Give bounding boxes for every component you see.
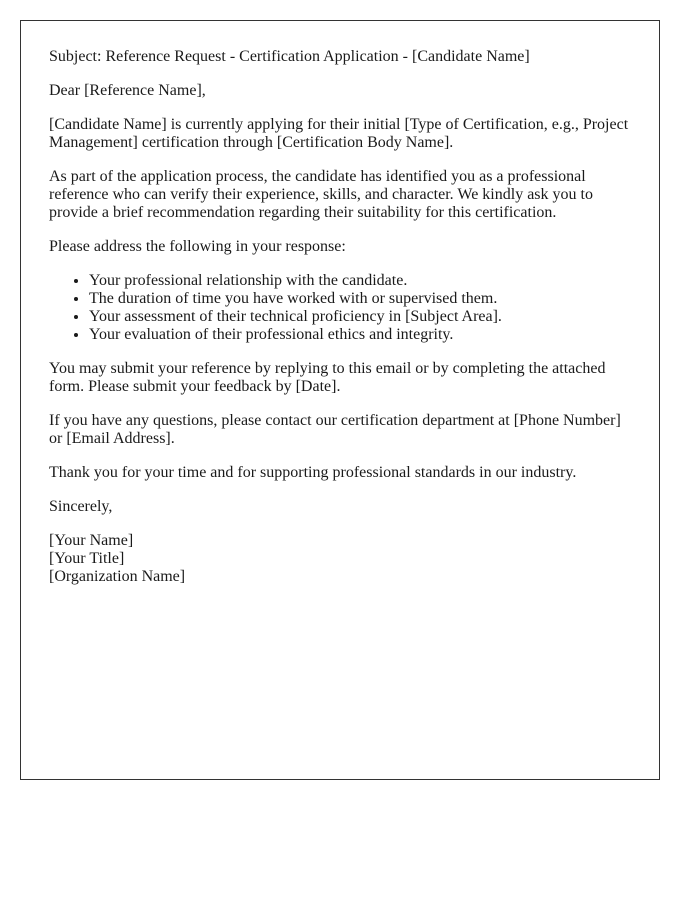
submission-paragraph: You may submit your reference by replying to this email or by completing the attached form. Please submit your feedback by [Date].	[49, 360, 606, 395]
list-item: • Your evaluation of their professional ethics and integrity.	[89, 326, 631, 344]
contact-paragraph: If you have any questions, please contact our certification department at [Phone Number] or [Email Address].	[49, 412, 621, 447]
thanks-paragraph: Thank you for your time and for supporting professional standards in our industry.	[49, 464, 577, 481]
list-item: • Your professional relationship with the candidate.	[89, 272, 631, 290]
response-points-list	[49, 272, 631, 344]
list-item: • Your assessment of their technical proficiency in [Subject Area].	[89, 308, 631, 326]
request-paragraph: As part of the application process, the candidate has identified you as a professional reference who can verify their experience, skills, and character. We kindly ask you to provide a brief recommendation regarding their suitability for this certification.	[49, 168, 593, 221]
subject-line: Subject: Reference Request - Certification Application - [Candidate Name]	[49, 48, 530, 65]
salutation: Dear [Reference Name],	[49, 82, 206, 99]
sign-off: Sincerely,	[49, 498, 113, 515]
instructions-paragraph: Please address the following in your response:	[49, 238, 346, 255]
signer-organization: [Organization Name]	[49, 568, 186, 585]
intro-paragraph: [Candidate Name] is currently applying for their initial [Type of Certification, e.g., Project Management] certification through [Certification Body Name].	[49, 116, 629, 151]
list-item: • The duration of time you have worked with or supervised them.	[89, 290, 631, 308]
signer-name: [Your Name]	[49, 532, 134, 549]
signature-block	[49, 532, 631, 586]
letter-container	[20, 20, 660, 780]
signer-title: [Your Title]	[49, 550, 125, 567]
